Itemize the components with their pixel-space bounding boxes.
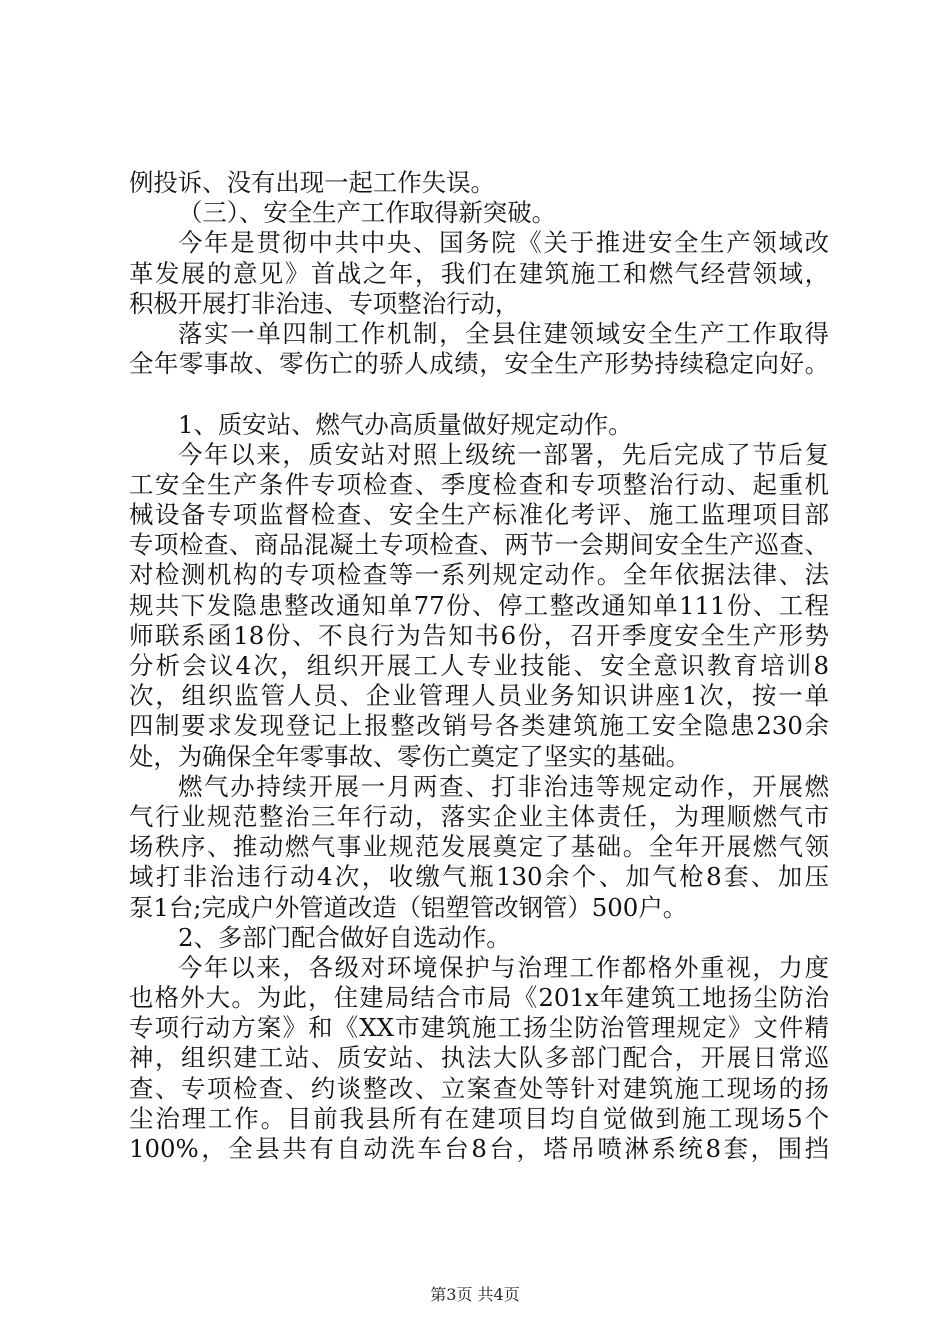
text-line: 分析会议4次，组织开展工人专业技能、安全意识教育培训8	[129, 651, 829, 680]
text-line: 处，为确保全年零事故、零伤亡奠定了坚实的基础。	[129, 741, 690, 771]
text-line: 专项行动方案》和《XX市建筑施工扬尘防治管理规定》文件精	[129, 1013, 829, 1043]
text-line: 神，组织建工站、质安站、执法大队多部门配合，开展日常巡	[129, 1043, 829, 1073]
text-line: 燃气办持续开展一月两查、打非治违等规定动作，开展燃	[178, 771, 829, 801]
text-line: 也格外大。为此，住建局结合市局《201x年建筑工地扬尘防治	[129, 983, 829, 1013]
text-line: 1、质安站、燃气办高质量做好规定动作。	[178, 409, 633, 439]
text-line: 查、专项检查、约谈整改、立案查处等针对建筑施工现场的扬	[129, 1073, 829, 1103]
text-line: 2、多部门配合做好自选动作。	[178, 922, 511, 952]
text-line: 气行业规范整治三年行动，落实企业主体责任，为理顺燃气市	[129, 801, 829, 831]
text-line: （三）、安全生产工作取得新突破。	[178, 198, 557, 228]
text-line: 今年以来，各级对环境保护与治理工作都格外重视，力度	[178, 952, 829, 982]
text-line: 次，组织监管人员、企业管理人员业务知识讲座1次，按一单	[129, 681, 829, 711]
document-body	[129, 168, 829, 1164]
text-line: 例投诉、没有出现一起工作失误。	[129, 168, 495, 197]
text-line: 械设备专项监督检查、安全生产标准化考评、施工监理项目部	[129, 500, 829, 530]
paragraph-gap	[129, 379, 829, 409]
page-footer: 第3页 共4页	[430, 1285, 520, 1304]
text-line: 尘治理工作。目前我县所有在建项目均自觉做到施工现场5个	[129, 1103, 829, 1133]
text-line: 落实一单四制工作机制，全县住建领域安全生产工作取得	[178, 318, 829, 348]
text-line: 工安全生产条件专项检查、季度检查和专项整治行动、起重机	[129, 469, 829, 499]
text-line: 四制要求发现登记上报整改销号各类建筑施工安全隐患230余	[129, 711, 829, 741]
text-line: 对检测机构的专项检查等一系列规定动作。全年依据法律、法	[129, 560, 829, 590]
text-line: 全年零事故、零伤亡的骄人成绩，安全生产形势持续稳定向好。	[129, 349, 829, 379]
text-line: 今年以来，质安站对照上级统一部署，先后完成了节后复	[178, 439, 829, 469]
text-line: 专项检查、商品混凝土专项检查、两节一会期间安全生产巡查、	[129, 530, 829, 560]
text-line: 革发展的意见》首战之年，我们在建筑施工和燃气经营领域，	[129, 258, 829, 288]
text-line: 100%，全县共有自动洗车台8台，塔吊喷淋系统8套，围挡	[129, 1134, 829, 1163]
text-line: 域打非治违行动4次，收缴气瓶130余个、加气枪8套、加压	[129, 862, 829, 892]
text-line: 今年是贯彻中共中央、国务院《关于推进安全生产领域改	[178, 228, 829, 258]
text-line: 师联系函18份、不良行为告知书6份，召开季度安全生产形势	[129, 620, 829, 650]
text-line: 泵1台;完成户外管道改造（铝塑管改钢管）500户。	[129, 892, 688, 922]
text-line: 规共下发隐患整改通知单77份、停工整改通知单111份、工程	[129, 590, 829, 620]
text-line: 场秩序、推动燃气事业规范发展奠定了基础。全年开展燃气领	[129, 832, 829, 862]
text-line: 积极开展打非治违、专项整治行动，	[129, 288, 520, 318]
